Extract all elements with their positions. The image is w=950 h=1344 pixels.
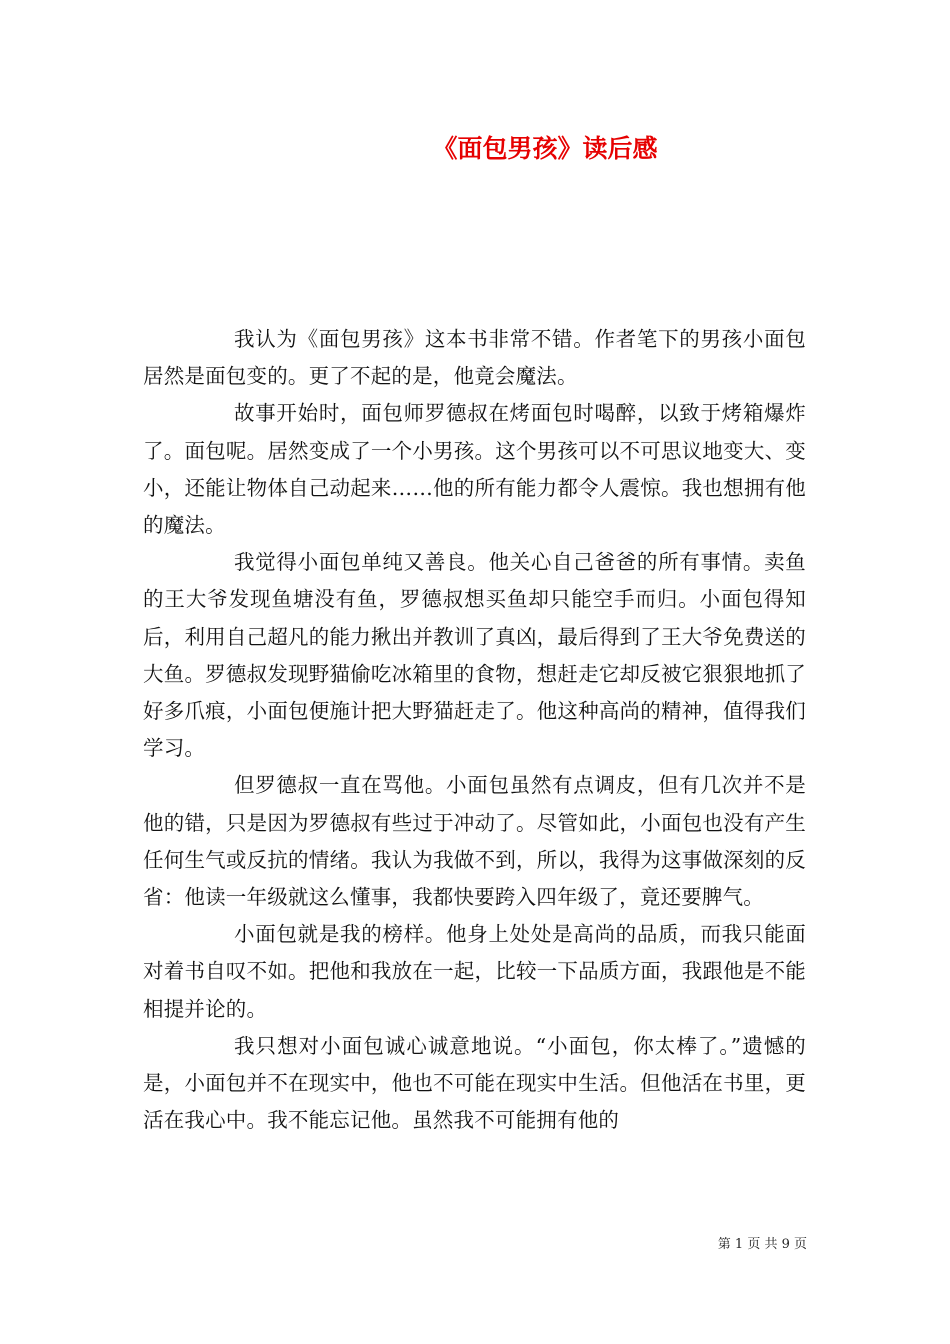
paragraph-4: 但罗德叔一直在骂他。小面包虽然有点调皮，但有几次并不是他的错，只是因为罗德叔有些过于冲动了。尽管如此，小面包也没有产生任何生气或反抗的情绪。我认为我做不到，所以，我得为这事做深刻的反省：他读一年级就这么懂事，我都快要跨入四年级了，竟还要脾气。: [143, 773, 806, 910]
paragraph-6: 我只想对小面包诚心诚意地说。“小面包，你太棒了。”遗憾的是，小面包并不在现实中，他也不可能在现实中生活。但他活在书里，更活在我心中。我不能忘记他。虽然我不可能拥有他的: [143, 1033, 806, 1133]
document-title: 《面包男孩》读后感: [432, 134, 658, 163]
paragraph-3: 我觉得小面包单纯又善良。他关心自己爸爸的所有事情。卖鱼的王大爷发现鱼塘没有鱼，罗德叔想买鱼却只能空手而归。小面包得知后，利用自己超凡的能力揪出并教训了真凶，最后得到了王大爷免费送的大鱼。罗德叔发现野猫偷吃冰箱里的食物，想赶走它却反被它狠狠地抓了好多爪痕，小面包便施计把大野猫赶走了。他这种高尚的精神，值得我们学习。: [143, 550, 806, 761]
paragraph-2: 故事开始时，面包师罗德叔在烤面包时喝醉，以致于烤箱爆炸了。面包呢。居然变成了一个小男孩。这个男孩可以不可思议地变大、变小，还能让物体自己动起来……他的所有能力都令人震惊。我也想拥有他的魔法。: [143, 401, 806, 538]
document-body: [143, 321, 806, 1139]
paragraph-1: 我认为《面包男孩》这本书非常不错。作者笔下的男孩小面包居然是面包变的。更了不起的是，他竟会魔法。: [143, 327, 806, 389]
page-number-footer: 第 1 页 共 9 页: [717, 1237, 807, 1252]
paragraph-5: 小面包就是我的榜样。他身上处处是高尚的品质，而我只能面对着书自叹不如。把他和我放在一起，比较一下品质方面，我跟他是不能相提并论的。: [143, 922, 806, 1021]
